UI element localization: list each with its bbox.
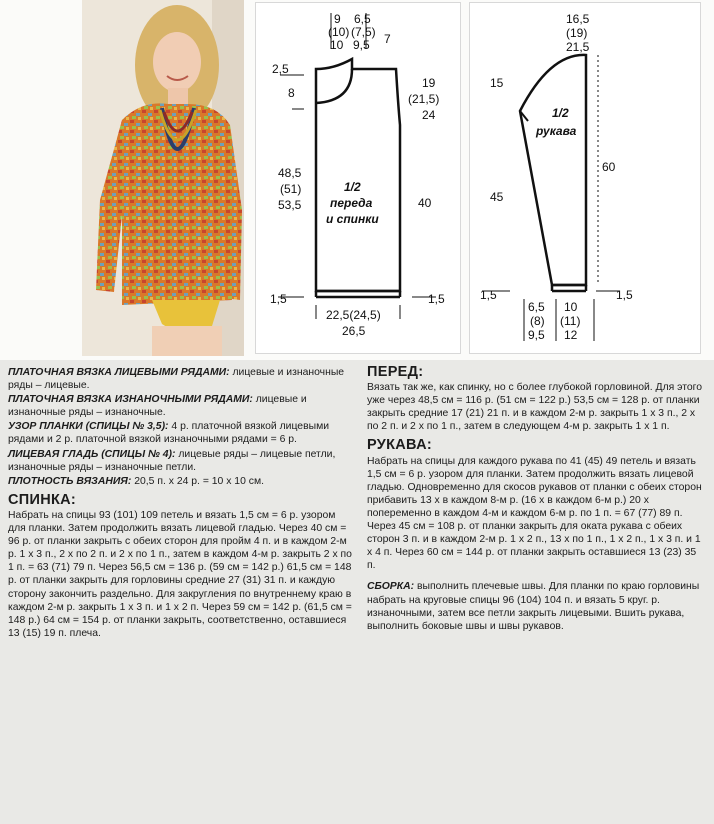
heading-sleeves: РУКАВА:	[367, 437, 432, 454]
dim-bottom1: 22,5(24,5)	[326, 308, 381, 322]
para-garter-purl	[8, 393, 353, 419]
sleeve-title-fraction: 1/2	[552, 106, 569, 120]
body-title-fraction: 1/2	[344, 180, 361, 194]
body-outline	[316, 59, 400, 291]
dim-bottom-left: 1,5	[270, 292, 287, 306]
para-band-pattern	[8, 420, 353, 446]
para-gauge	[8, 475, 353, 488]
sleeve-schematic	[469, 2, 701, 354]
sleeve-dim-b1a: 6,5	[528, 300, 545, 314]
body-assembly: выполнить плечевые швы. Для планки по краю горловины набрать на круговые спицы 96 (104) 104 п. и вязать 5 круг. р. изнаночными, затем все петли закрыть лицевыми. Вшить рукава, выполнить боковые швы и швы рукавов.	[367, 581, 700, 632]
heading-back: СПИНКА:	[8, 491, 77, 508]
sleeve-dim-left-top: 15	[490, 76, 504, 90]
dim-left-small: 2,5	[272, 62, 289, 76]
body-sleeves: Набрать на спицы для каждого рукава по 41 (45) 49 петель и вязать 1,5 см = 6 р. узором для планки. Затем продолжить вязать лицевой гладью. Одновременно для скосов рукавов от планки с обеих сторон прибавить 13 х в каждом 8-м р. (16 х в каждом 6-м р.) 20 х попеременно в каждом 4-м и каждом 6-м р. по 1 п. = 67 (77) 89 п. Через 45 см = 108 р. от планки закрыть для оката рукава с обеих сторон 3 п. и в каждом 2-м р. 1 х 2 п., 13 х по 1 п., 1 х 2 п., 1 х 3 п. и 1 х 4 п. Через 60 см = 144 р. от планки закрыть оставшиеся 13 (23) 35 п.	[367, 455, 702, 572]
front-neck-curve	[316, 69, 352, 103]
term-assembly: СБОРКА:	[367, 581, 415, 593]
term-garter-purl: ПЛАТОЧНАЯ ВЯЗКА ИЗНАНОЧНЫМИ РЯДАМИ:	[8, 394, 253, 406]
sleeve-outline	[520, 55, 586, 285]
instructions-area	[0, 360, 714, 824]
dim-top1: 9	[334, 12, 341, 26]
term-stockinette: ЛИЦЕВАЯ ГЛАДЬ (СПИЦЫ № 4):	[8, 448, 176, 460]
sleeve-dim-top3: 21,5	[566, 40, 590, 54]
sleeve-dim-bottom-left: 1,5	[480, 288, 497, 302]
sleeve-dim-top2: (19)	[566, 26, 588, 40]
dim-right2: (21,5)	[408, 92, 440, 106]
sleeve-dim-b2b: (11)	[560, 314, 581, 328]
dim-right3: 24	[422, 108, 436, 122]
para-stockinette	[8, 448, 353, 474]
dim-top2c: 9,5	[353, 38, 370, 52]
dim-right1: 19	[422, 76, 436, 90]
model-photo	[82, 0, 244, 356]
dim-top1b: (10)	[328, 25, 350, 39]
dim-left2: (51)	[280, 182, 302, 196]
body-gauge: 20,5 п. х 24 р. = 10 х 10 см.	[131, 475, 264, 487]
dim-top2b: (7,5)	[351, 25, 376, 39]
sleeve-dim-b1b: (8)	[530, 314, 545, 328]
dim-left3: 53,5	[278, 198, 302, 212]
body-title-line2: переда	[330, 196, 373, 210]
dim-bottom-right: 1,5	[428, 292, 445, 306]
dim-top3: 7	[384, 32, 391, 46]
sleeve-dim-b2c: 12	[564, 328, 578, 342]
dim-left-mid: 8	[288, 86, 295, 100]
sleeve-dim-bottom-right: 1,5	[616, 288, 633, 302]
dim-top2: 6,5	[354, 12, 371, 26]
body-garter-knit: лицевые и изнаночные ряды – лицевые.	[8, 367, 345, 392]
sleeve-schematic-drawing	[470, 3, 702, 355]
dim-left1: 48,5	[278, 166, 302, 180]
para-garter-knit	[8, 366, 353, 392]
term-gauge: ПЛОТНОСТЬ ВЯЗАНИЯ:	[8, 475, 132, 487]
dim-bottom2: 26,5	[342, 324, 366, 338]
sleeve-dim-b1c: 9,5	[528, 328, 545, 342]
body-band-pattern: 4 р. платочной вязкой лицевыми рядами и 2 р. платочной вязкой изнаночными рядами = 6 р.	[8, 421, 330, 446]
sleeve-dim-b2a: 10	[564, 300, 578, 314]
body-back: Набрать на спицы 93 (101) 109 петель и вязать 1,5 см = 6 р. узором для планки. Затем продолжить вязать лицевой гладью. Через 40 см = 96 р. от планки закрыть с обеих сторон для пройм 4 п. и в каждом 2-м р. 1 х 3 п., 2 х по 2 п. и 2 х по 1 п., затем в каждом 4-м р. закрыть 2 х по 1 п. = 63 (71) 79 п. Через 56,5 см = 136 р. (59 см = 142 р.) 61,5 см = 148 р. от планки закрыть для горловины средние 27 (31) 31 п. и каждую сторону закончить раздельно. Для закругления по внутреннему краю в каждом 2-м р. закрыть 1 х 3 п. и 1 х 2 п. Через 59 см = 142 р. (61,5 см = 148 р.) 64 см = 154 р. от планки закрыть, соответственно, оставшиеся 13 (15) 19 п. плеча.	[8, 509, 352, 639]
body-front: Вязать так же, как спинку, но с более глубокой горловиной. Для этого уже через 48,5 см = 116 р. (51 см = 122 р.) 53,5 см = 128 р. от планки закрыть средние 17 (21) 21 п. и в каждом 2-м р. закрыть 1 х 3 п., 2 х по 2 п. и 2 х по 1 п., затем в следующем 4-м р. закрыть 1 х 1 п.	[367, 382, 702, 433]
instructions-left-column	[8, 366, 353, 641]
model-photo-illustration	[82, 0, 244, 356]
dim-top1c: 10	[330, 38, 344, 52]
body-garter-purl: лицевые и изнаночные ряды – изнаночные.	[8, 394, 307, 419]
body-stockinette: лицевые ряды – лицевые петли, изнаночные ряды – изнаночные петли.	[8, 448, 336, 473]
body-schematic	[255, 2, 461, 354]
sleeve-dim-top1: 16,5	[566, 12, 590, 26]
heading-front: ПЕРЕД:	[367, 364, 424, 380]
body-title-line3: и спинки	[326, 212, 379, 226]
sleeve-title-label: рукава	[536, 124, 577, 138]
term-band-pattern: УЗОР ПЛАНКИ (СПИЦЫ № 3,5):	[8, 421, 169, 433]
dim-right-mid: 40	[418, 196, 432, 210]
instructions-right-column	[367, 366, 707, 634]
sleeve-dim-right-mid: 60	[602, 160, 616, 174]
body-schematic-drawing	[256, 3, 462, 355]
sleeve-dim-left-mid: 45	[490, 190, 504, 204]
para-assembly	[367, 580, 707, 632]
term-garter-knit: ПЛАТОЧНАЯ ВЯЗКА ЛИЦЕВЫМИ РЯДАМИ:	[8, 367, 230, 378]
